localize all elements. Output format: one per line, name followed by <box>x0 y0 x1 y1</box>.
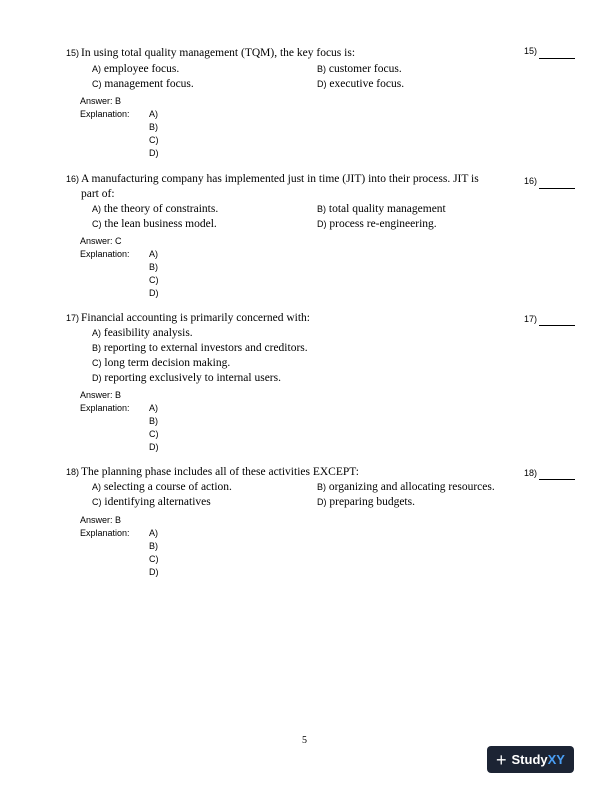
plus-icon: + <box>496 749 507 770</box>
explanation-list: A) B) C) D) <box>149 403 159 452</box>
explanation-label: Explanation: <box>80 528 130 538</box>
side-question-number: 17) <box>524 314 538 324</box>
answer-blank[interactable] <box>539 479 575 480</box>
studyxy-badge[interactable] <box>487 746 574 773</box>
option-a: A) the theory of constraints. <box>92 203 219 215</box>
answer-blank[interactable] <box>539 58 575 59</box>
explanation-label: Explanation: <box>80 249 130 259</box>
option-b: B) total quality management <box>317 203 446 215</box>
side-question-number: 18) <box>524 468 538 478</box>
option-a: A) feasibility analysis. <box>92 327 193 339</box>
question-text: In using total quality management (TQM), the key focus is: <box>81 47 356 59</box>
answer-line: Answer: B <box>80 390 122 400</box>
explanation-label: Explanation: <box>80 403 130 413</box>
side-question-number: 15) <box>524 46 538 56</box>
answer-value: B <box>115 390 122 400</box>
explanation-list: A) B) C) D) <box>149 249 159 298</box>
option-b: B) customer focus. <box>317 63 402 75</box>
option-d: D) executive focus. <box>317 78 405 90</box>
brand-name: StudyXY <box>511 752 565 767</box>
explanation-list: A) B) C) D) <box>149 528 159 577</box>
option-c: C) identifying alternatives <box>92 496 211 508</box>
explanation-label: Explanation: <box>80 109 130 119</box>
answer-value: C <box>115 236 122 246</box>
question-number: 17) <box>66 313 80 323</box>
option-c: C) the lean business model. <box>92 218 217 230</box>
question-text: A manufacturing company has implemented just in time (JIT) into their process. JIT is part of: <box>81 173 479 200</box>
question-number: 18) <box>66 467 80 477</box>
answer-line: Answer: B <box>80 96 122 106</box>
page-number: 5 <box>302 735 307 746</box>
answer-line: Answer: C <box>80 236 122 246</box>
option-c: C) management focus. <box>92 78 194 90</box>
answer-line: Answer: B <box>80 515 122 525</box>
answer-value: B <box>115 96 122 106</box>
option-d: D) process re-engineering. <box>317 218 437 230</box>
answer-blank[interactable] <box>539 188 575 189</box>
option-b: B) reporting to external investors and creditors. <box>92 342 308 354</box>
option-a: A) employee focus. <box>92 63 180 75</box>
option-d: D) reporting exclusively to internal users. <box>92 372 281 384</box>
question-number: 16) <box>66 174 80 184</box>
option-c: C) long term decision making. <box>92 357 231 369</box>
explanation-list: A) B) C) D) <box>149 109 159 158</box>
option-a: A) selecting a course of action. <box>92 481 232 493</box>
question-text: The planning phase includes all of these activities EXCEPT: <box>81 466 359 478</box>
question-text: Financial accounting is primarily concerned with: <box>81 312 310 324</box>
option-d: D) preparing budgets. <box>317 496 415 508</box>
question-number: 15) <box>66 48 80 58</box>
answer-value: B <box>115 515 122 525</box>
option-b: B) organizing and allocating resources. <box>317 481 495 493</box>
answer-blank[interactable] <box>539 325 575 326</box>
side-question-number: 16) <box>524 176 538 186</box>
